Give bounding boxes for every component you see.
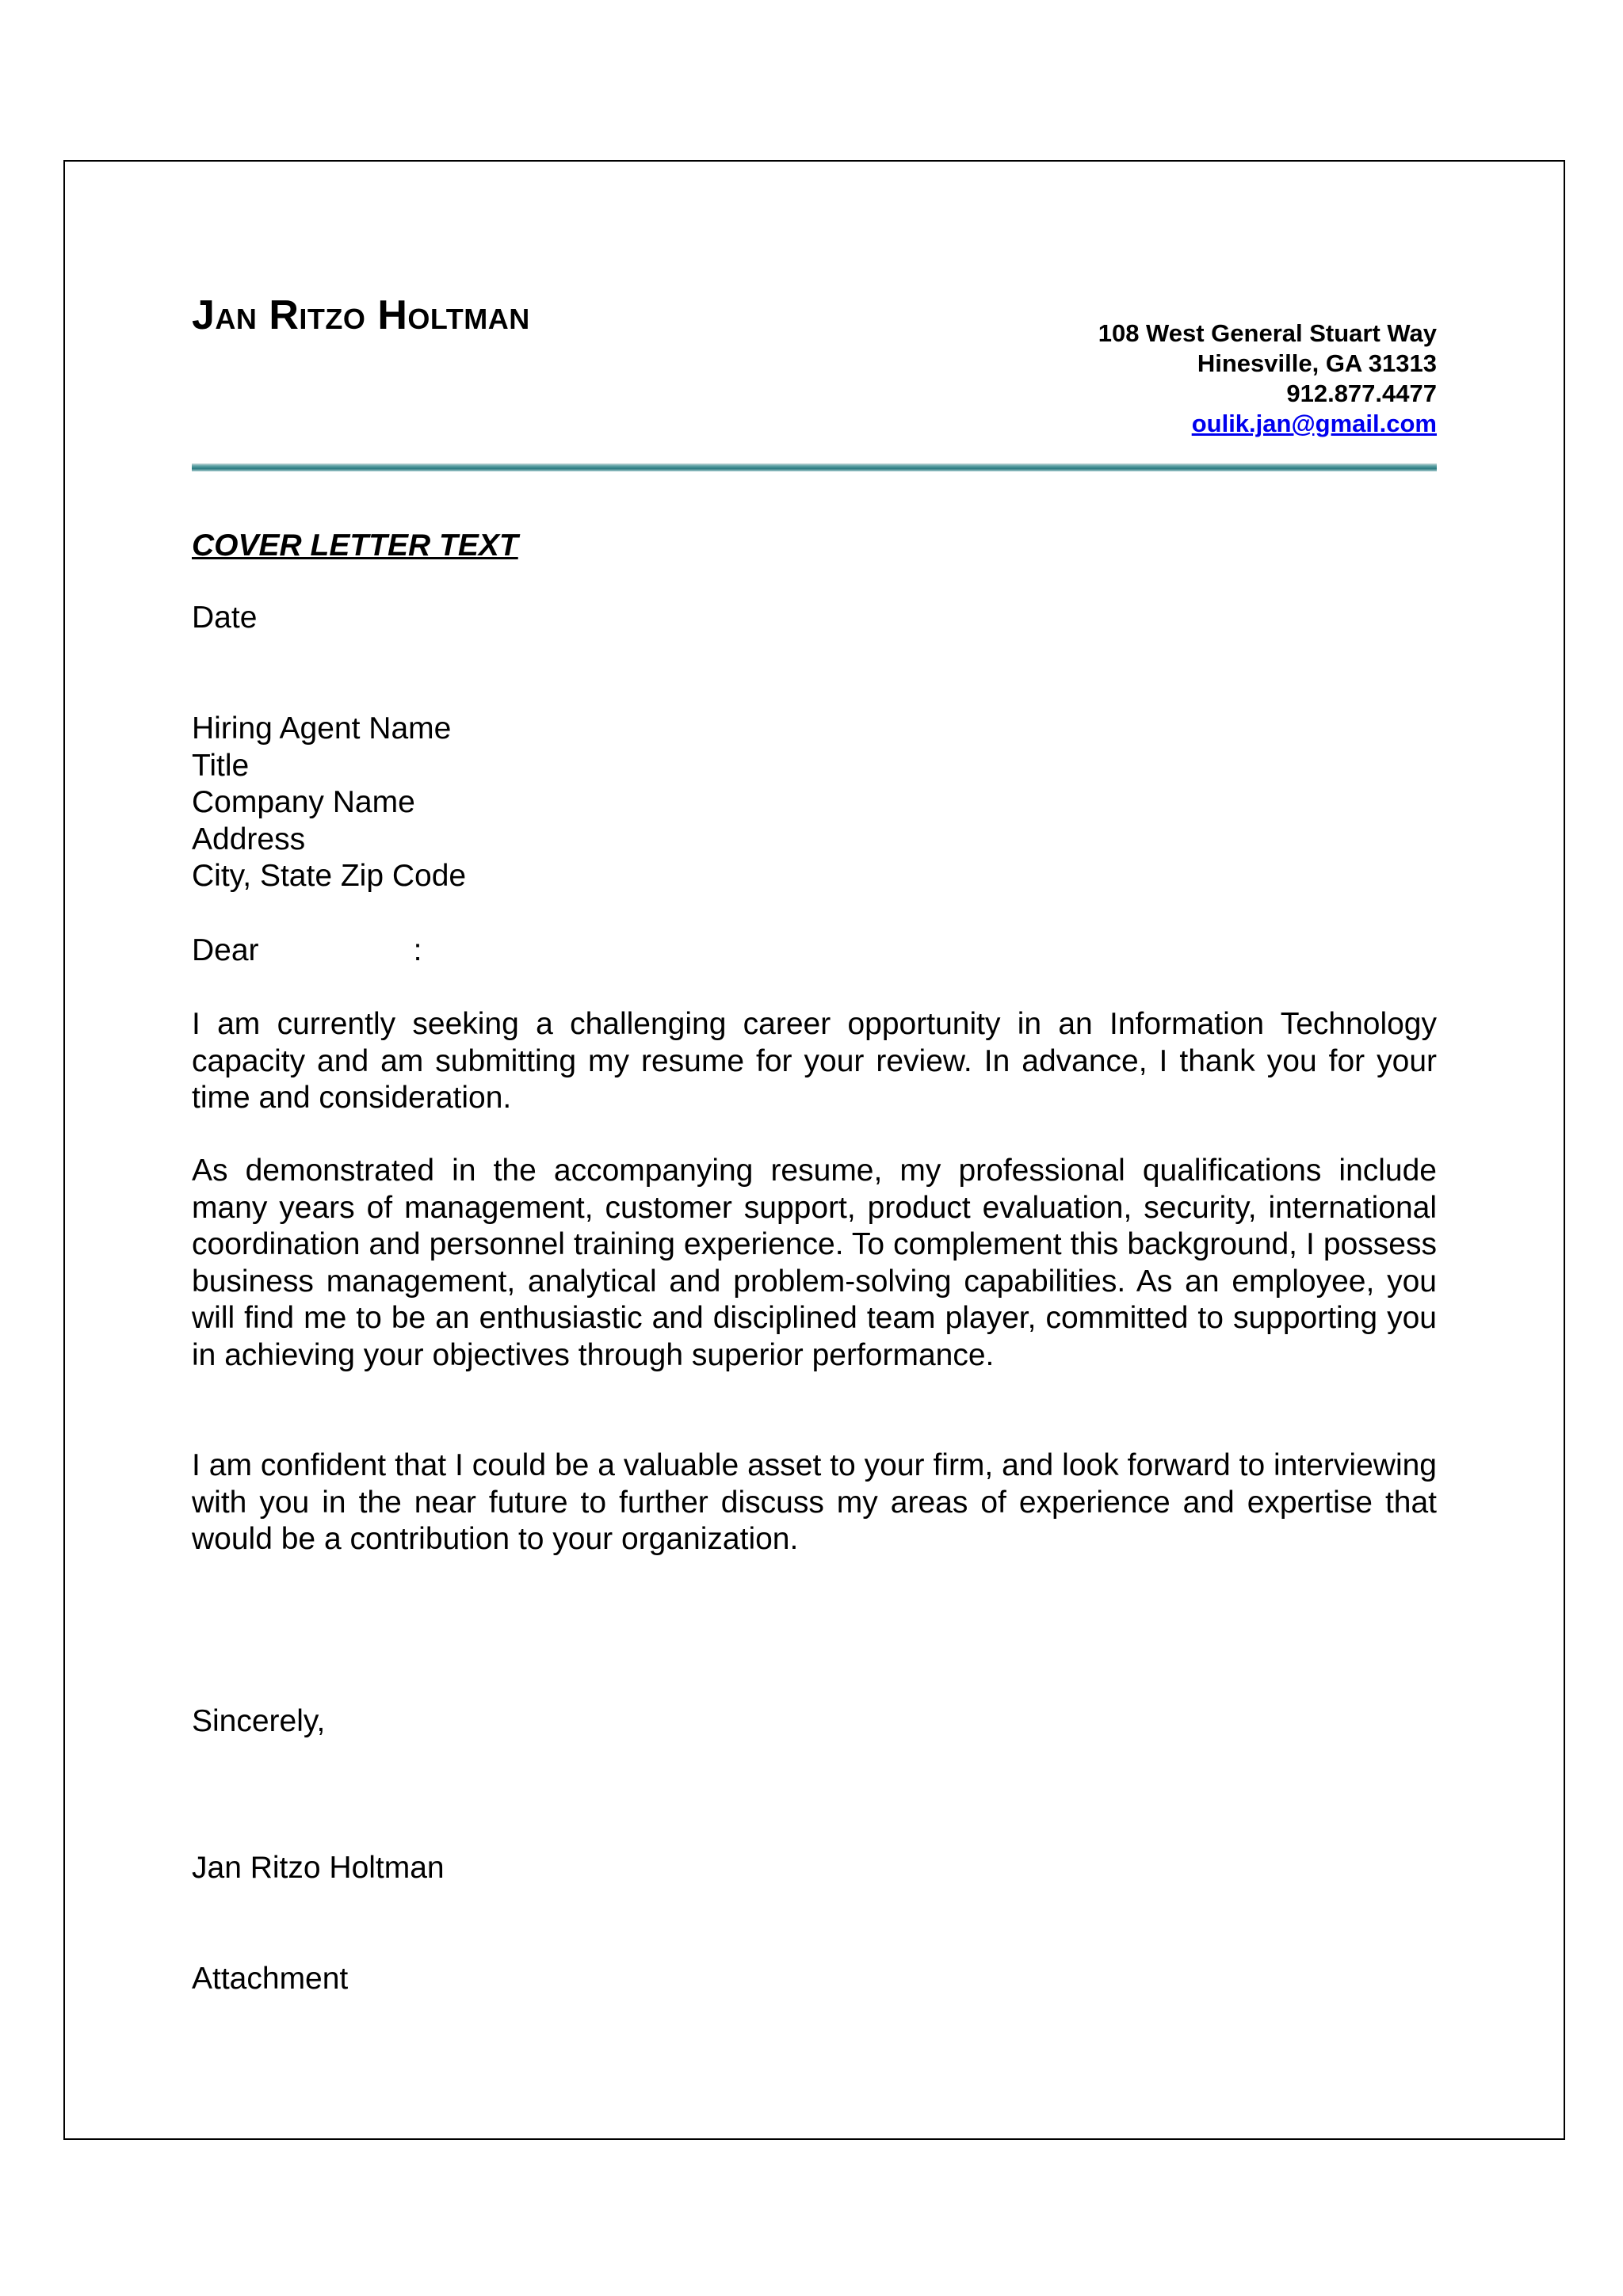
recipient-block <box>192 711 1437 895</box>
closing: Sincerely, <box>192 1704 326 1738</box>
attachment-note: Attachment <box>192 1962 349 1996</box>
header-divider <box>192 463 1437 471</box>
recipient-city-state-zip: City, State Zip Code <box>192 859 467 893</box>
recipient-title: Title <box>192 748 250 783</box>
contact-block <box>1098 318 1437 439</box>
salutation: Dear : <box>192 933 422 967</box>
recipient-address: Address <box>192 822 306 856</box>
section-title: COVER LETTER TEXT <box>192 528 518 563</box>
page-border <box>63 160 1565 2140</box>
body-paragraph-2: As demonstrated in the accompanying resume, my professional qualifications include many years of management, customer support, product evaluation, security, international coordination and personnel training experience. To complement this background, I possess business management, analytical and problem-solving capabilities. As an employee, you will find me to be an enthusiastic and disciplined team player, committed to supporting you in achieving your objectives through superior performance. <box>192 1154 1437 1372</box>
recipient-name: Hiring Agent Name <box>192 711 452 746</box>
phone-number: 912.877.4477 <box>1286 379 1437 407</box>
body-paragraph-1: I am currently seeking a challenging career opportunity in an Information Technology capacity and am submitting my resume for your review. In advance, I thank you for your time and consideration. <box>192 1007 1437 1115</box>
body-paragraph-3: I am confident that I could be a valuable asset to your firm, and look forward to interviewing with you in the near future to further discuss my areas of experience and expertise that would be a contribution to your organization. <box>192 1448 1437 1556</box>
applicant-name: Jan Ritzo Holtman <box>192 292 530 338</box>
letter-date: Date <box>192 601 258 635</box>
recipient-company: Company Name <box>192 785 415 819</box>
address-line-2: Hinesville, GA 31313 <box>1197 349 1437 377</box>
signer-name: Jan Ritzo Holtman <box>192 1851 445 1885</box>
address-line-1: 108 West General Stuart Way <box>1098 319 1437 347</box>
email-link[interactable]: oulik.jan@gmail.com <box>1191 410 1437 437</box>
